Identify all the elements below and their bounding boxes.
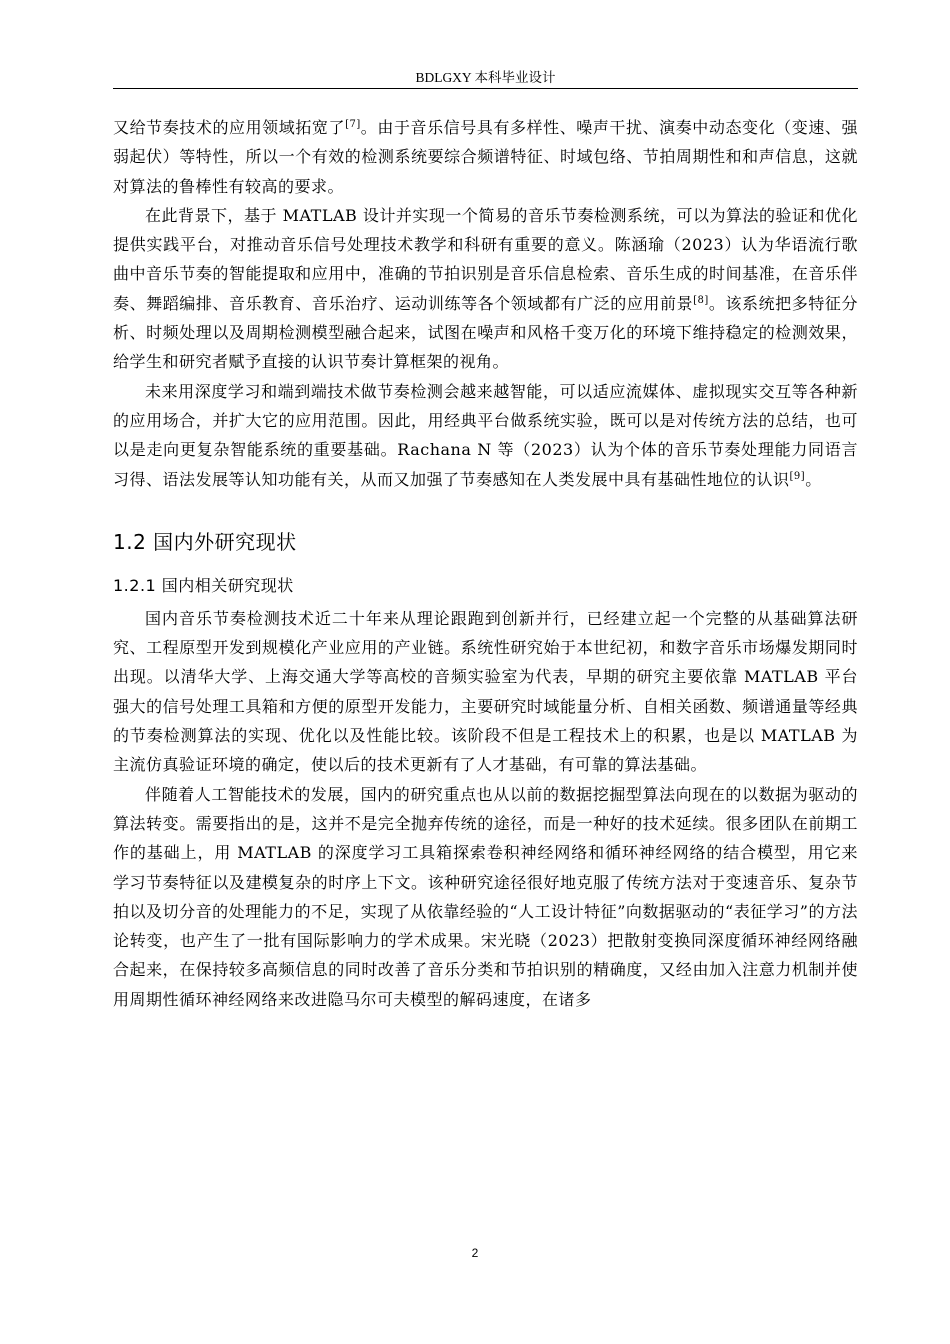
section-heading: 1.2 国内外研究现状 bbox=[113, 529, 297, 554]
paragraph-text: 伴随着人工智能技术的发展，国内的研究重点也从以前的数据挖掘型算法向现在的以数据为驱动的算法转变。需要指出的是，这并不是完全抛弃传统的途径，而是一种好的技术延续。很多团队在前期工作的基础上，用 MATLAB 的深度学习工具箱探索卷积神经网络和循环神经网络的结合模型，用它来学习节奏特征以及建模复杂的时序上下文。该种研究途径很好地克服了传统方法对于变速音乐、复杂节拍以及切分音的处理能力的不足，实现了从依靠经验的“人工设计特征”向数据驱动的“表征学习”的方法论转变，也产生了一批有国际影响力的学术成果。宋光晓（2023）把散射变换同深度循环神经网络融合起来，在保持较多高频信息的同时改善了音乐分类和节拍识别的精确度，又经由加入注意力机制并使用周期性循环神经网络来改进隐马尔可夫模型的解码速度，在诸多 bbox=[113, 784, 858, 1009]
page-body bbox=[113, 113, 858, 1014]
citation-ref[interactable]: [9] bbox=[789, 470, 806, 482]
citation-ref[interactable]: [7] bbox=[345, 119, 361, 130]
paragraph-text: 。该系统把多特征分析、时频处理以及周期检测模型融合起来，试图在噪声和风格千变万化的环境下维持稳定的检测效果，给学生和研究者赋予直接的认识节奏计算框架的视角。 bbox=[113, 293, 858, 372]
paragraph-domestic-1 bbox=[113, 604, 858, 780]
paragraph-intro-3 bbox=[113, 377, 858, 494]
running-header: BDLGXY 本科毕业设计 bbox=[415, 70, 556, 85]
citation-ref[interactable]: [8] bbox=[693, 294, 709, 306]
paragraph-text: 国内音乐节奏检测技术近二十年来从理论跟跑到创新并行，已经建立起一个完整的从基础算法研究、工程原型开发到规模化产业应用的产业链。系统性研究始于本世纪初，和数字音乐市场爆发期同时出现。以清华大学、上海交通大学等高校的音频实验室为代表，早期的研究主要依靠 MATLAB 平台强大的信号处理工具箱和方便的原型开发能力，主要研究时域能量分析、自相关函数、频谱通量等经典的节奏检测算法的实现、优化以及性能比较。该阶段不但是工程技术上的积累，也是以 MATLAB 为主流仿真验证环境的确定，使以后的技术更新有了人才基础，有可靠的算法基础。 bbox=[113, 608, 858, 775]
header-rule bbox=[113, 88, 858, 89]
subsection-heading: 1.2.1 国内相关研究现状 bbox=[113, 575, 294, 595]
page-number: 2 bbox=[471, 1246, 479, 1260]
paragraph-text: 未来用深度学习和端到端技术做节奏检测会越来越智能，可以适应流媒体、虚拟现实交互等各种新的应用场合，并扩大它的应用范围。因此，用经典平台做系统实验，既可以是对传统方法的总结，也可以是走向更复杂智能系统的重要基础。Rachana N 等（2023）认为个体的音乐节奏处理能力同语言习得、语法发展等认知功能有关，从而又加强了节奏感知在人类发展中具有基础性地位的认识 bbox=[113, 381, 858, 489]
paragraph-intro-1 bbox=[113, 113, 858, 201]
paragraph-text: 又给节奏技术的应用领域拓宽了 bbox=[113, 118, 346, 137]
paragraph-intro-2 bbox=[113, 201, 858, 377]
paragraph-text: 。 bbox=[805, 469, 822, 489]
paragraph-text: 在此背景下，基于 MATLAB 设计并实现一个简易的音乐节奏检测系统，可以为算法的验证和优化提供实践平台，对推动音乐信号处理技术教学和科研有重要的意义。陈涵瑜（2023）认为华语流行歌曲中音乐节奏的智能提取和应用中，准确的节拍识别是音乐信息检索、音乐生成的时间基准，在音乐伴奏、舞蹈编排、音乐教育、音乐治疗、运动训练等各个领域都有广泛的应用前景 bbox=[113, 205, 858, 313]
paragraph-text: 。由于音乐信号具有多样性、噪声干扰、演奏中动态变化（变速、强弱起伏）等特性，所以一个有效的检测系统要综合频谱特征、时域包络、节拍周期性和和声信息，这就对算法的鲁棒性有较高的要求。 bbox=[113, 118, 858, 196]
paragraph-domestic-2 bbox=[113, 780, 858, 1014]
